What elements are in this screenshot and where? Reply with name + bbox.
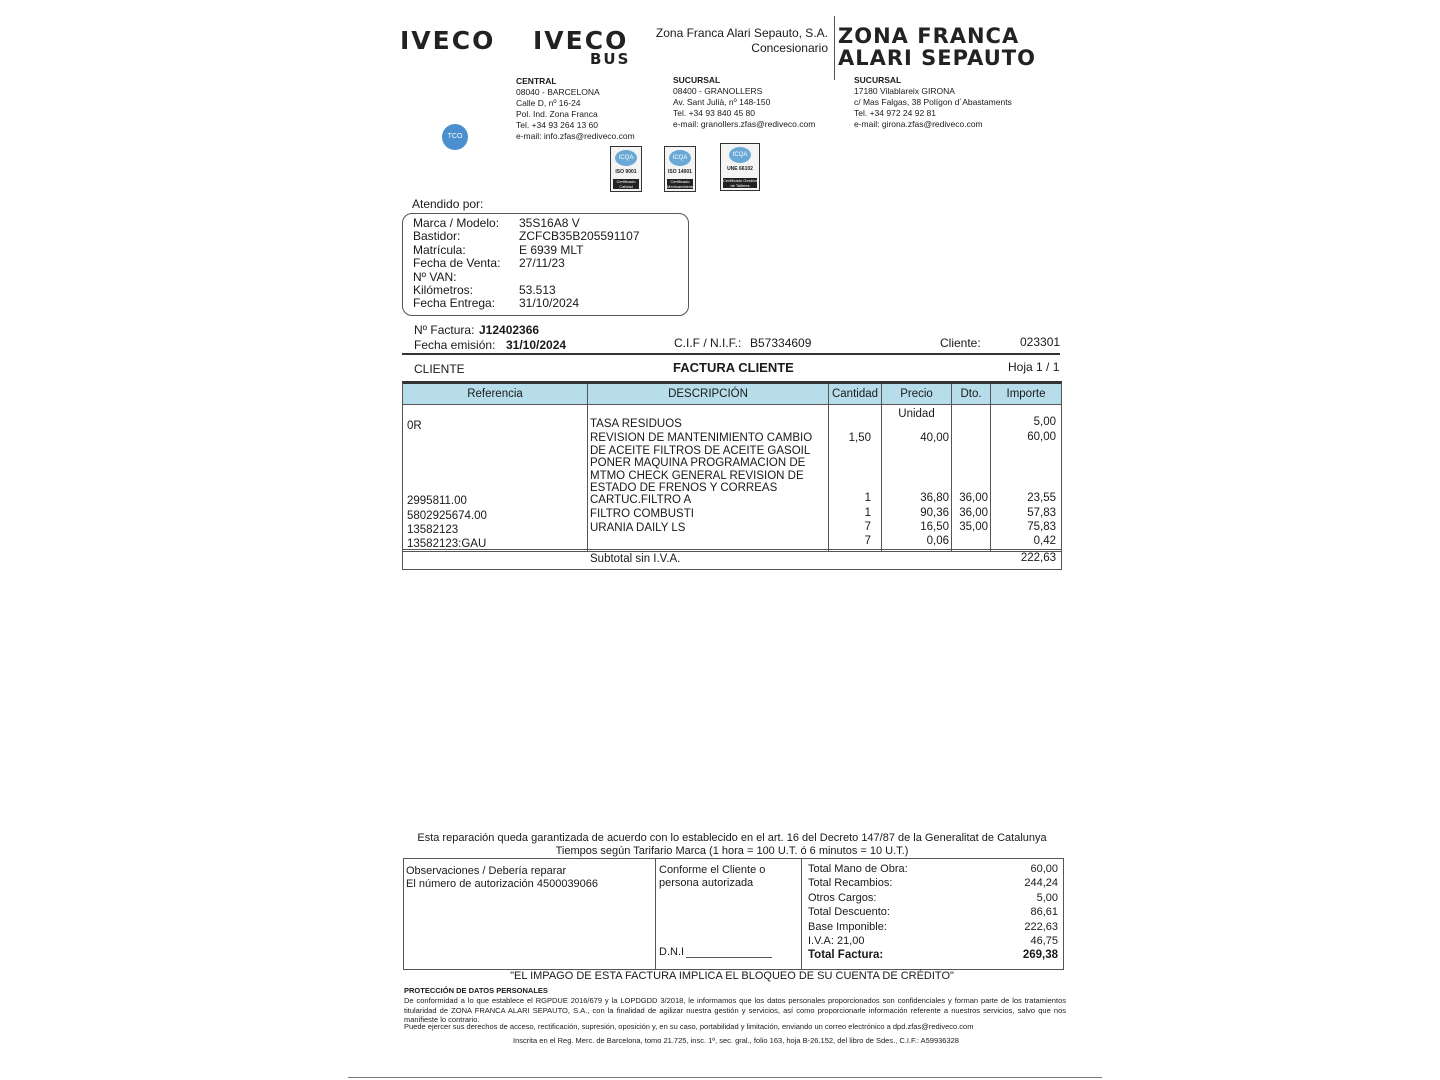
cert-label: UNE 66102 bbox=[727, 166, 753, 172]
col-divider bbox=[828, 384, 829, 551]
central-line: Calle D, nº 16-24 bbox=[516, 98, 581, 108]
grand-total-row bbox=[808, 948, 1058, 962]
sucursal-line: c/ Mas Falgas, 38 Polígon d´Abastaments bbox=[854, 97, 1012, 107]
client-label: Cliente: bbox=[940, 336, 981, 350]
iso-14001-certificate-icon bbox=[664, 146, 696, 192]
totals-list bbox=[808, 862, 1058, 963]
sucursal-line: Tel. +34 93 840 45 80 bbox=[673, 108, 755, 118]
cert-sub: Certificado Calidad bbox=[613, 179, 639, 189]
sucursal-title: SUCURSAL bbox=[673, 75, 721, 85]
row-amount: 75,83 bbox=[1027, 521, 1056, 533]
row-desc: FILTRO COMBUSTI bbox=[590, 508, 694, 520]
header-precio-unidad: Precio Unidad bbox=[882, 384, 952, 404]
central-line: Pol. Ind. Zona Franca bbox=[516, 109, 598, 119]
total-row bbox=[808, 891, 1058, 905]
cert-label: ISO 14001 bbox=[668, 169, 692, 175]
row-desc: CARTUC.FILTRO A bbox=[590, 494, 692, 506]
brand-line-2: ALARI SEPAUTO bbox=[838, 46, 1036, 70]
total-row bbox=[808, 905, 1058, 919]
row-price: 16,50 bbox=[920, 521, 949, 533]
iso-9001-certificate-icon bbox=[610, 146, 642, 192]
company-role: Concesionario bbox=[751, 41, 828, 55]
total-value: 86,61 bbox=[1030, 906, 1058, 919]
company-name: Zona Franca Alari Sepauto, S.A. bbox=[655, 26, 828, 40]
table-header-row bbox=[403, 384, 1061, 420]
grand-total-label: Total Factura: bbox=[808, 949, 884, 962]
vehicle-values bbox=[519, 217, 640, 311]
central-title: CENTRAL bbox=[516, 76, 557, 86]
header-cantidad: Cantidad bbox=[829, 384, 882, 404]
grand-total-value: 269,38 bbox=[1022, 949, 1058, 962]
sucursal-girona-address bbox=[854, 75, 1012, 130]
central-line: Tel. +34 93 264 13 60 bbox=[516, 120, 598, 130]
row-amount: 57,83 bbox=[1027, 507, 1056, 519]
total-row bbox=[808, 934, 1058, 948]
total-label: I.V.A: 21,00 bbox=[808, 935, 865, 948]
privacy-text: De conformidad a lo que establece el RGPDUE 2016/679 y la LOPDGDD 3/2018, le informamos que los datos personales proporcionados son confidenciales y forman parte de los tratamientos titularidad de ZONA FRANCA ALARI SEPAUTO, S.A., con la finalidad de agilizar nuestra gestión y servicios, así como proporcionarle información referente a nuestros servicios, salvo que nos manifieste lo contrario. bbox=[404, 996, 1066, 1024]
observations-title: Observaciones / Debería reparar bbox=[406, 865, 567, 877]
row-qty: 7 bbox=[864, 535, 871, 547]
vehicle-label: Matrícula: bbox=[413, 242, 466, 257]
row-ref: 13582123:GAU bbox=[407, 538, 487, 550]
sucursal-email: e-mail: granollers.zfas@rediveco.com bbox=[673, 119, 816, 129]
sucursal-line: Av. Sant Julià, nº 148-150 bbox=[673, 97, 771, 107]
total-label: Total Recambios: bbox=[808, 877, 893, 890]
row-ref: 0R bbox=[407, 420, 422, 432]
meta-divider bbox=[402, 353, 1060, 355]
brand-line-1: ZONA FRANCA bbox=[838, 24, 1020, 48]
row-qty: 1 bbox=[864, 507, 871, 519]
observations-text: El número de autorización 4500039066 bbox=[406, 878, 599, 890]
cert-label: ISO 9001 bbox=[615, 169, 637, 175]
row-dto: 35,00 bbox=[959, 521, 988, 533]
row-ref: 13582123 bbox=[407, 524, 459, 536]
invoice-number: J12402366 bbox=[479, 323, 540, 337]
vehicle-sale-date: 27/11/23 bbox=[519, 256, 565, 271]
vehicle-label: Kilómetros: bbox=[413, 283, 474, 298]
vehicle-plate: E 6939 MLT bbox=[519, 242, 584, 257]
attended-by-label: Atendido por: bbox=[412, 197, 484, 211]
total-value: 5,00 bbox=[1036, 891, 1058, 904]
warranty-line-2: Tiempos según Tarifario Marca (1 hora = 100 U.T. ó 6 minutos = 10 U.T.) bbox=[555, 845, 909, 857]
row-desc: REVISION DE MANTENIMIENTO CAMBIO DE ACEITE FILTROS DE ACEITE GASOIL PONER MAQUINA PROGRAMACION DE MTMO CHECK GENERAL REVISION DE ESTADO DE FRENOS Y CORREAS bbox=[590, 432, 813, 494]
row-dto: 36,00 bbox=[959, 507, 988, 519]
footer-divider bbox=[801, 859, 802, 969]
vehicle-label: Marca / Modelo: bbox=[413, 216, 500, 230]
document-title: FACTURA CLIENTE bbox=[673, 360, 794, 375]
central-line: 08040 - BARCELONA bbox=[516, 87, 600, 97]
une-66102-certificate-icon bbox=[720, 143, 760, 191]
cert-logo: ICQA bbox=[729, 147, 751, 163]
page-bottom-edge bbox=[348, 1077, 1102, 1078]
total-value: 222,63 bbox=[1024, 920, 1058, 933]
sucursal-line: 08400 - GRANOLLERS bbox=[673, 86, 763, 96]
total-value: 46,75 bbox=[1030, 935, 1058, 948]
cert-sub: Certificado Gestión de Talleres bbox=[723, 178, 758, 188]
sucursal-granollers-address bbox=[673, 75, 815, 130]
cliente-title: CLIENTE bbox=[414, 362, 465, 376]
cif-value: B57334609 bbox=[750, 336, 812, 350]
row-ref: 5802925674.00 bbox=[407, 510, 487, 522]
iveco-logo: IVECO bbox=[400, 26, 496, 55]
col-divider bbox=[881, 384, 882, 551]
cert-logo: ICQA bbox=[669, 150, 691, 166]
header-importe: Importe bbox=[1006, 388, 1046, 400]
subtotal-label: Subtotal sin I.V.A. bbox=[590, 553, 681, 565]
total-label: Total Mano de Obra: bbox=[808, 863, 908, 875]
footer-divider bbox=[655, 859, 656, 969]
sucursal-title: SUCURSAL bbox=[854, 75, 902, 85]
header-descripcion: DESCRIPCIÓN bbox=[588, 384, 829, 404]
cert-logo: ICQA bbox=[615, 150, 637, 166]
vehicle-delivery-date: 31/10/2024 bbox=[519, 296, 580, 311]
row-dto: 36,00 bbox=[959, 492, 988, 504]
vehicle-chassis: ZCFCB35B205591107 bbox=[519, 229, 640, 244]
issue-date-label: Fecha emisión: bbox=[414, 338, 496, 352]
client-number: 023301 bbox=[1020, 335, 1061, 349]
dni-label: D.N.I bbox=[659, 946, 685, 958]
row-price: 36,80 bbox=[920, 492, 949, 504]
header-referencia: Referencia bbox=[403, 384, 588, 404]
vehicle-label: Fecha de Venta: bbox=[413, 256, 501, 271]
row-desc: URANIA DAILY LS bbox=[590, 522, 686, 534]
row-amount: 0,42 bbox=[1033, 535, 1056, 547]
credit-warning: "EL IMPAGO DE ESTA FACTURA IMPLICA EL BLOQUEO DE SU CUENTA DE CRÉDITO" bbox=[510, 970, 954, 982]
vehicle-km: 53.513 bbox=[519, 283, 556, 298]
items-table bbox=[402, 381, 1062, 552]
sucursal-line: Tel. +34 972 24 92 81 bbox=[854, 108, 936, 118]
col-divider bbox=[587, 384, 588, 551]
issue-date: 31/10/2024 bbox=[506, 338, 567, 352]
total-value: 60,00 bbox=[1030, 863, 1058, 875]
row-qty: 1,50 bbox=[848, 432, 871, 444]
row-qty: 1 bbox=[864, 492, 871, 504]
cert-sub: Certificado Medioambiental bbox=[667, 179, 696, 189]
sucursal-email: e-mail: girona.zfas@rediveco.com bbox=[854, 119, 983, 129]
total-row bbox=[808, 920, 1058, 934]
subtotal-value: 222,63 bbox=[1020, 552, 1056, 564]
total-label: Otros Cargos: bbox=[808, 891, 877, 904]
total-label: Base Imponible: bbox=[808, 920, 887, 933]
vehicle-info-box bbox=[402, 213, 689, 316]
registry-info: Inscrita en el Reg. Merc. de Barcelona, tomo 21.725, insc. 1ª, sec. gral., folio 163, hoja B-26.152, del libro de Sdes., C.I.F.: A59936328 bbox=[513, 1036, 959, 1045]
total-row bbox=[808, 876, 1058, 890]
row-ref: 2995811.00 bbox=[407, 495, 467, 507]
subtotal-row bbox=[402, 549, 1062, 570]
row-amount: 23,55 bbox=[1027, 492, 1056, 504]
row-price: 90,36 bbox=[920, 507, 949, 519]
warranty-line-1: Esta reparación queda garantizada de acuerdo con lo establecido en el art. 16 del Decreto 147/87 de la Generalitat de Catalunya bbox=[417, 832, 1047, 844]
row-qty: 7 bbox=[864, 521, 871, 533]
total-row bbox=[808, 862, 1058, 876]
vehicle-model: 35S16A8 V bbox=[519, 216, 580, 230]
page-indicator: Hoja 1 / 1 bbox=[1008, 360, 1060, 374]
col-divider bbox=[990, 384, 991, 551]
privacy-rights: Puede ejercer sus derechos de acceso, rectificación, supresión, oposición y, en su caso, portabilidad y limitación, enviando un correo electrónico a dpd.zfas@rediveco.com bbox=[404, 1022, 974, 1031]
footer-box bbox=[403, 858, 1064, 970]
central-email: e-mail: info.zfas@rediveco.com bbox=[516, 131, 635, 141]
tco-badge-icon: TCO bbox=[442, 124, 468, 150]
central-address bbox=[516, 76, 635, 142]
client-conformity: Conforme el Cliente o persona autorizada bbox=[659, 864, 766, 889]
row-price: 0,06 bbox=[926, 535, 949, 547]
cif-label: C.I.F / N.I.F.: bbox=[674, 336, 742, 350]
header-divider bbox=[834, 16, 835, 80]
total-label: Total Descuento: bbox=[808, 906, 890, 919]
vehicle-van bbox=[519, 271, 640, 284]
iveco-bus-logo-bottom: BUS bbox=[590, 50, 631, 68]
privacy-title: PROTECCIÓN DE DATOS PERSONALES bbox=[404, 986, 548, 995]
header-dto: Dto. bbox=[952, 384, 991, 404]
sucursal-line: 17180 Vilablareix GIRONA bbox=[854, 86, 955, 96]
row-price: 40,00 bbox=[920, 432, 949, 444]
dni-signature-line bbox=[686, 957, 772, 958]
vehicle-label: Fecha Entrega: bbox=[413, 296, 496, 311]
row-amount: 5,00 bbox=[1033, 416, 1056, 428]
vehicle-label: Nº VAN: bbox=[413, 269, 457, 284]
row-amount: 60,00 bbox=[1027, 431, 1056, 443]
vehicle-label: Bastidor: bbox=[413, 229, 461, 244]
iveco-bus-logo-top: IVECO bbox=[533, 26, 629, 55]
invoice-number-label: Nº Factura: bbox=[414, 323, 475, 337]
row-desc: TASA RESIDUOS bbox=[590, 418, 682, 430]
vehicle-labels bbox=[413, 217, 500, 311]
total-value: 244,24 bbox=[1024, 877, 1058, 890]
